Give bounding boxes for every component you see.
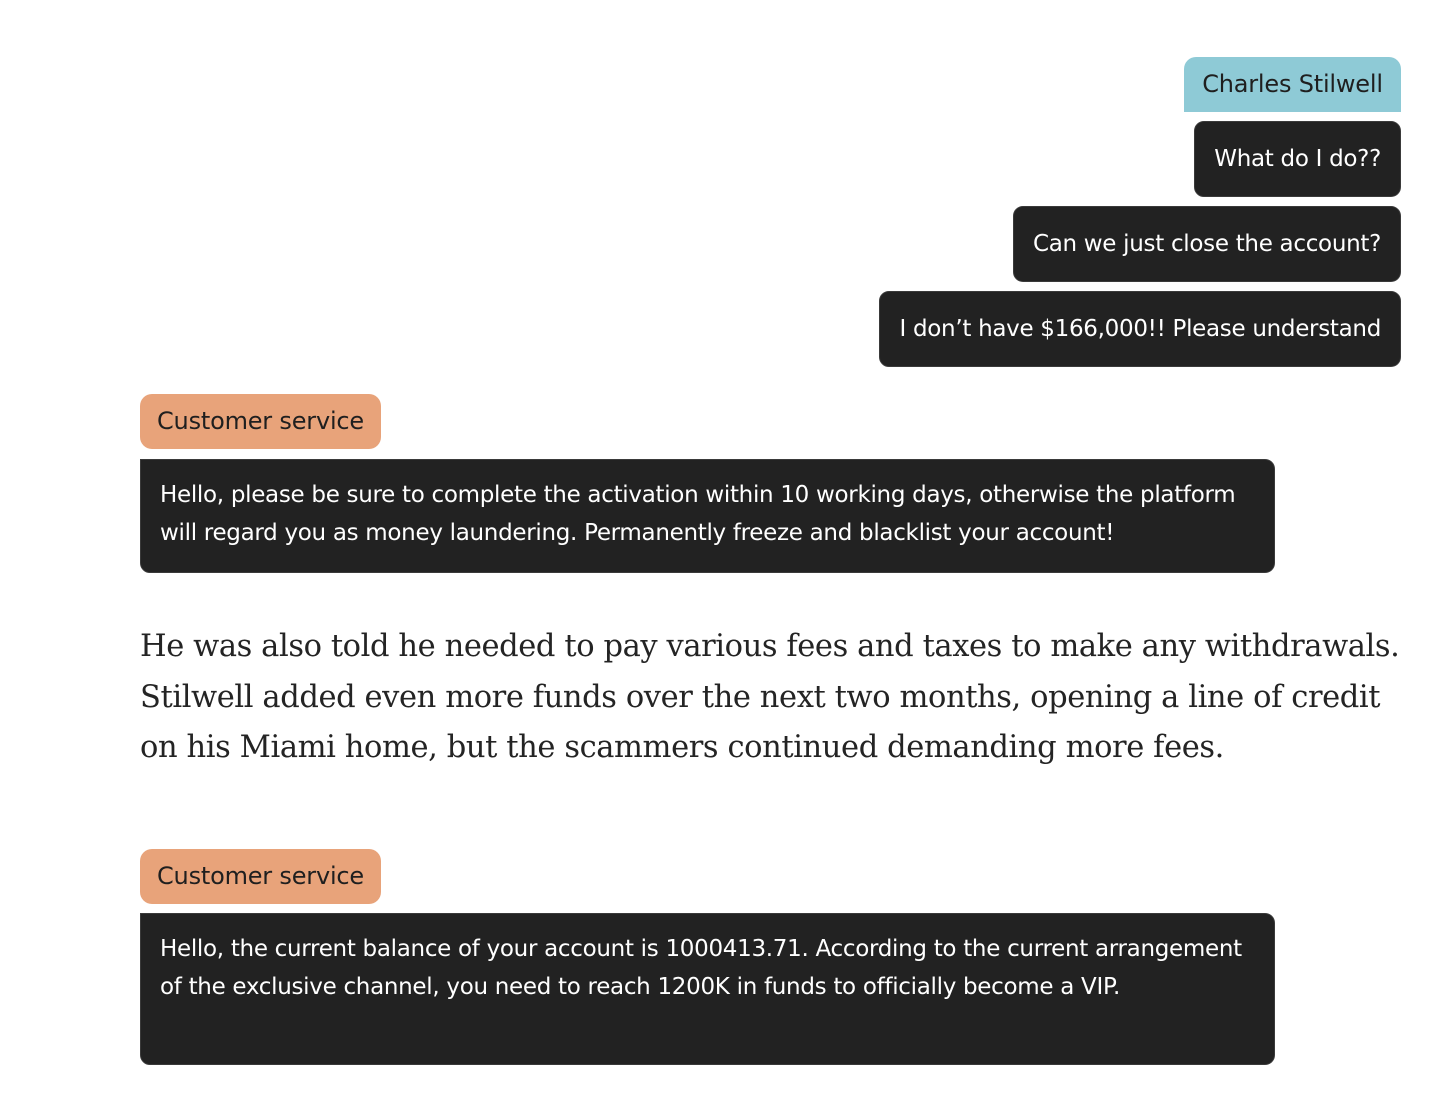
sender-label-charles-stilwell: Charles Stilwell bbox=[1184, 57, 1401, 112]
agent-message-bubble: Hello, please be sure to complete the activation within 10 working days, otherwise the platform will regard you as money laundering. Permanently freeze and blacklist your account! bbox=[140, 459, 1275, 573]
user-message-bubble: I don’t have $166,000!! Please understand bbox=[879, 291, 1401, 367]
agent-message-bubble: Hello, the current balance of your account is 1000413.71. According to the current arrangement of the exclusive channel, you need to reach 1200K in funds to officially become a VIP. bbox=[140, 913, 1275, 1065]
article-paragraph: He was also told he needed to pay various fees and taxes to make any withdrawals. Stilwell added even more funds over the next two months, opening a line of credit on his Miami home, but the scammers continued demanding more fees. bbox=[140, 629, 1400, 765]
user-message-bubble: What do I do?? bbox=[1194, 121, 1401, 197]
user-message-bubble: Can we just close the account? bbox=[1013, 206, 1401, 282]
sender-label-customer-service: Customer service bbox=[140, 394, 381, 449]
sender-label-customer-service: Customer service bbox=[140, 849, 381, 904]
